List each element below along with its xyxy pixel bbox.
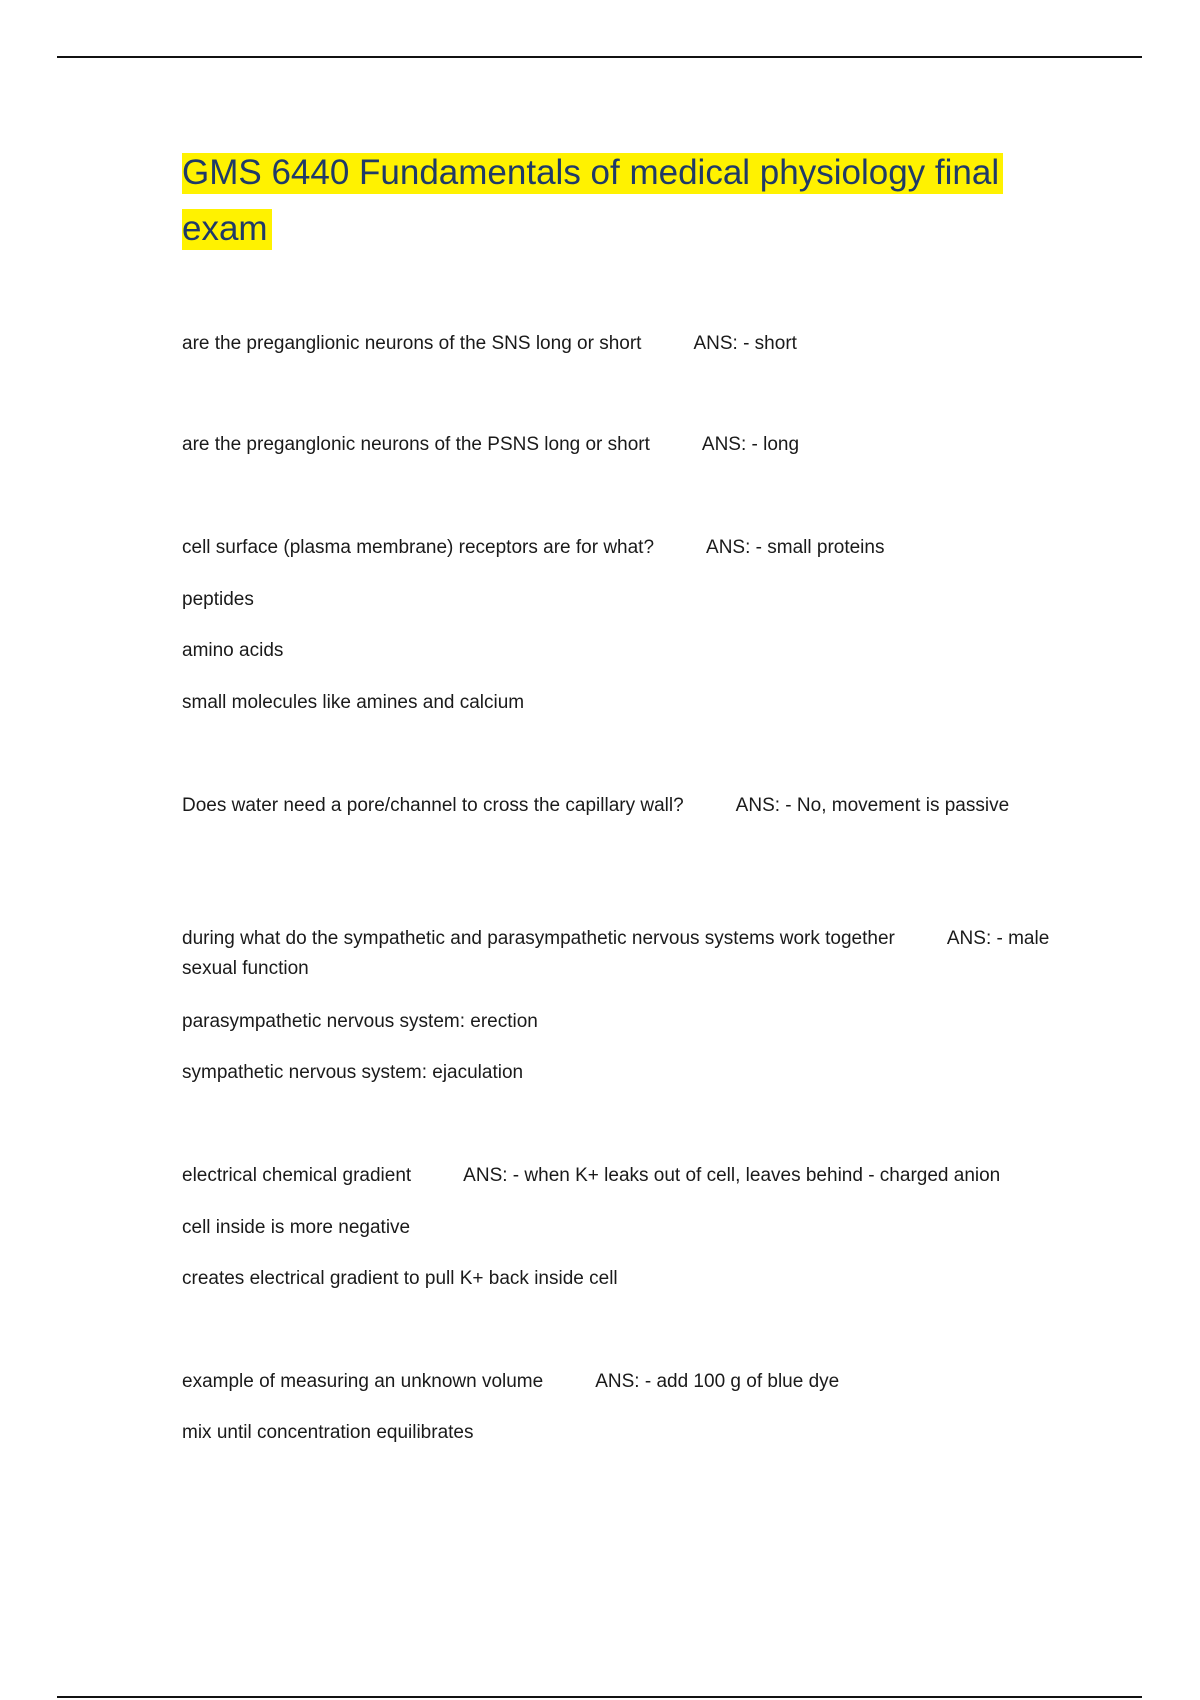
answer-detail: parasympathetic nervous system: erection [182,1011,538,1032]
answer-detail: amino acids [182,640,284,661]
answer-text: ANS: - male sexual function [182,928,1050,979]
answer-detail: peptides [182,589,254,610]
answer-detail: sympathetic nervous system: ejaculation [182,1062,524,1083]
qa-item [182,533,1052,563]
question-text: example of measuring an unknown volume [182,1371,544,1392]
header-rule [57,56,1142,58]
answer-detail: creates electrical gradient to pull K+ back inside cell [182,1268,618,1289]
qa-item [182,430,1052,460]
answer-text: ANS: - long [701,434,800,455]
qa-item [182,791,1052,821]
question-text: cell surface (plasma membrane) receptors are for what? [182,537,655,558]
question-text: are the preganglionic neurons of the SNS long or short [182,333,642,354]
answer-text: ANS: - when K+ leaks out of cell, leaves behind - charged anion [463,1165,1001,1186]
footer-rule [57,1696,1142,1698]
answer-text: ANS: - small proteins [706,537,885,558]
title-highlight: GMS 6440 Fundamentals of medical physiology final exam [182,153,1003,250]
question-text: electrical chemical gradient [182,1165,412,1186]
answer-detail: mix until concentration equilibrates [182,1422,474,1443]
question-text: are the preganglonic neurons of the PSNS long or short [182,434,650,455]
answer-detail: small molecules like amines and calcium [182,692,525,713]
document-title [182,145,1052,257]
answer-text: ANS: - add 100 g of blue dye [595,1371,840,1392]
question-text: Does water need a pore/channel to cross the capillary wall? [182,795,684,816]
question-text: during what do the sympathetic and parasympathetic nervous systems work together [182,928,895,949]
answer-detail: cell inside is more negative [182,1217,411,1238]
answer-text: ANS: - No, movement is passive [735,795,1010,816]
qa-item [182,1161,1052,1191]
qa-item [182,924,1052,984]
qa-item [182,329,1052,359]
qa-item [182,1367,1052,1397]
answer-text: ANS: - short [693,333,797,354]
